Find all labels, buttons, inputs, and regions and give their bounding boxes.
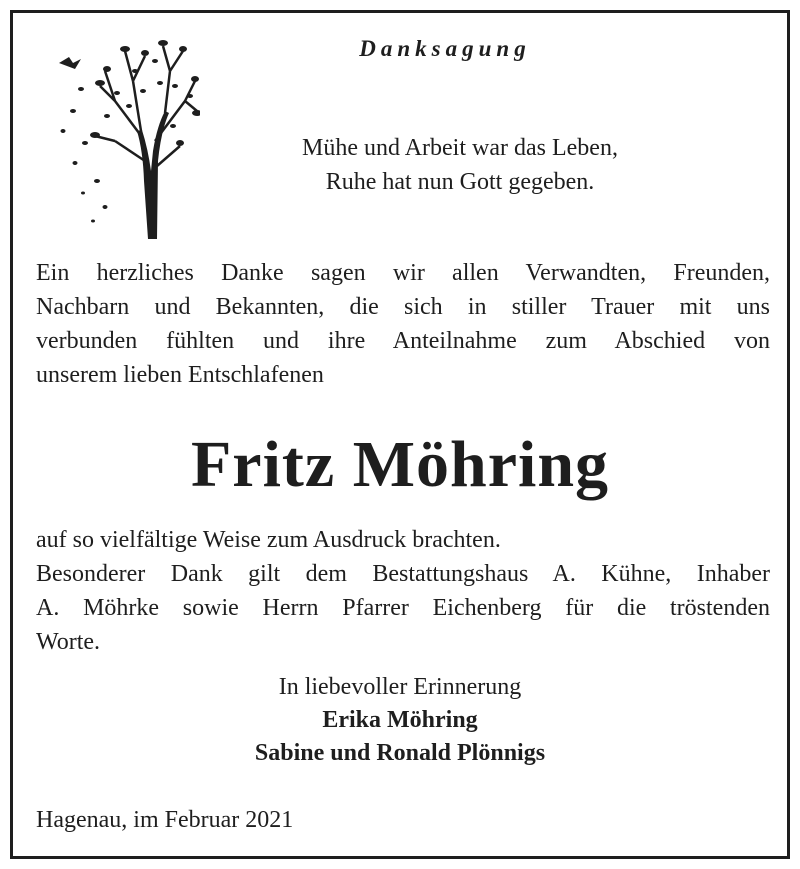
paragraph-line: A. Möhrke sowie Herrn Pfarrer Eichenberg für die tröstenden [36,595,770,621]
paragraph-line: auf so vielfältige Weise zum Ausdruck brachten. [36,527,501,553]
paragraph-line: Besonderer Dank gilt dem Bestattungshaus A. Kühne, Inhaber [36,561,770,587]
obituary-notice [10,10,790,859]
deceased-name: Fritz Möhring [190,428,610,501]
verse-line: Ruhe hat nun Gott gegeben. [325,169,595,195]
paragraph-line: Nachbarn und Bekannten, die sich in stiller Trauer mit uns [36,294,770,320]
verse-line: Mühe und Arbeit war das Leben, [302,135,618,161]
paragraph-line: Worte. [36,629,101,655]
thanks-paragraph [36,523,770,659]
paragraph-line: unserem lieben Entschlafenen [36,362,324,388]
signer-name: Erika Möhring [322,707,478,733]
paragraph-line: Ein herzliches Danke sagen wir allen Verwandten, Freunden, [36,260,770,286]
paragraph-line: verbunden fühlten und ihre Anteilnahme zum Abschied von [36,328,770,354]
closing-block [13,671,787,770]
signer-name: Sabine und Ronald Plönnigs [254,740,546,766]
intro-paragraph [36,256,770,392]
notice-heading: Danksagung [359,36,531,61]
verse [143,131,777,199]
closing-phrase: In liebevoller Erinnerung [278,674,522,700]
place-date: Hagenau, im Februar 2021 [36,807,294,833]
